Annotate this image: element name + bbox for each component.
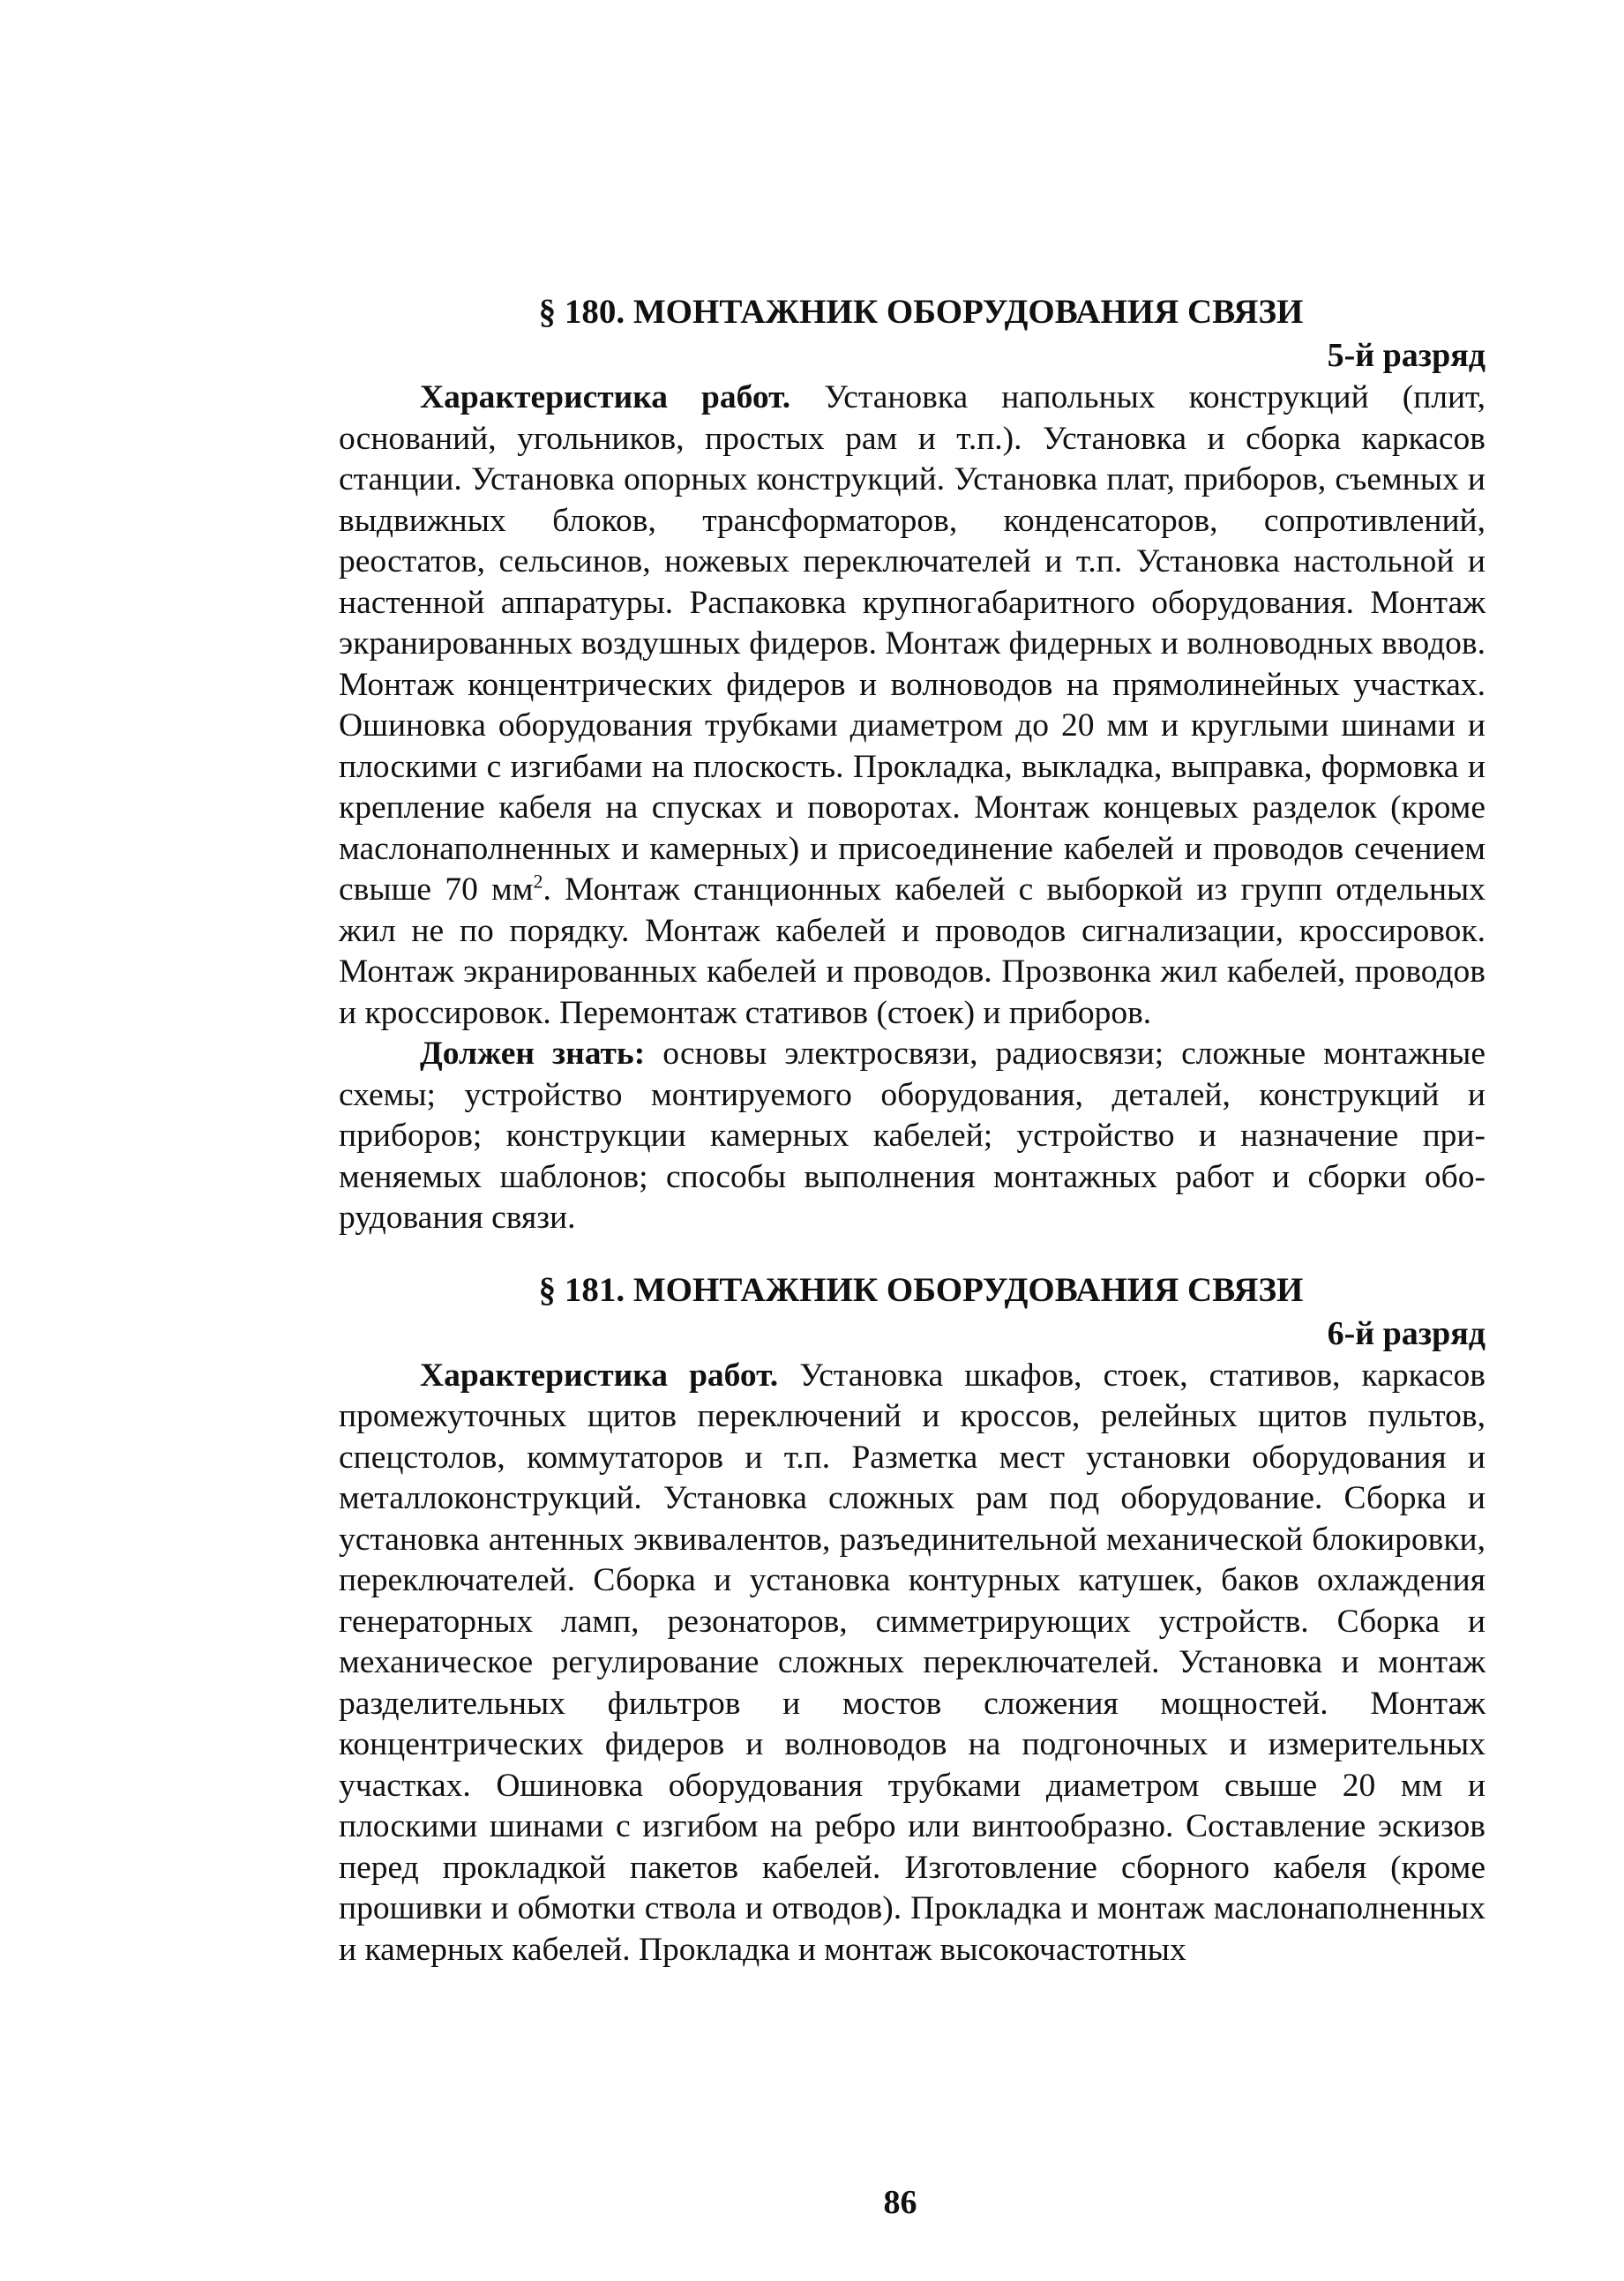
work-characteristics-lead: Характеристика работ. bbox=[420, 379, 791, 415]
superscript-squared: 2 bbox=[533, 870, 543, 893]
must-know-paragraph bbox=[339, 1034, 1486, 1239]
work-characteristics-text-part-1: Установка напольных конструкций (плит, оснований, угольников, простых рам и т.п.). Установка и сборка каркасов станции. Установка опорных конструкций. Установка плат, приборов, съемных и выдвижных блоков, трансформаторов, конденсаторов, сопротивлений, реостатов, сельсинов, ножевых переключателей и т.п. Установка настольной и настенной аппаратуры. Распаковка крупногабаритного оборудования. Монтаж экранированных воздушных фидеров. Монтаж фидерных и волноводных вводов. Монтаж концентрических фидеров и волноводов на прямолинейных участках. Ошиновка оборудования трубками диаметром до 20 мм и круглыми шинами и плоскими с изгибами на плоскость. Прокладка, выкладка, выправка, формовка и крепление кабеля на спусках и поворотах. Монтаж концевых разделок (кроме маслонаполненных и камерных) и присоединение кабелей и проводов сечением свыше 70 мм bbox=[339, 379, 1486, 908]
section-title: § 180. МОНТАЖНИК ОБОРУДОВАНИЯ СВЯЗИ bbox=[538, 293, 1304, 331]
must-know-text: основы электросвязи, радиосвязи; сложные монтажные схемы; устройство монтируемого оборудования, деталей, конструкций и приборов; конструкции камерных кабелей; устройство и назначение применяемых шаблонов; способы выполнения монтажных работ и сборки оборудования связи. bbox=[339, 1036, 1486, 1236]
grade-label: 6-й разряд bbox=[1327, 1314, 1486, 1352]
page-number: 86 bbox=[883, 2184, 917, 2221]
must-know-lead: Должен знать: bbox=[420, 1036, 646, 1072]
document-page bbox=[339, 291, 1486, 1971]
work-characteristics-paragraph bbox=[339, 378, 1486, 1034]
grade-label: 5-й разряд bbox=[1327, 337, 1486, 374]
section-title: § 181. МОНТАЖНИК ОБОРУДОВАНИЯ СВЯЗИ bbox=[538, 1270, 1304, 1309]
work-characteristics-lead: Характеристика работ. bbox=[420, 1357, 779, 1394]
work-characteristics-text: Установка шкафов, стоек, стативов, каркасов промежуточных щитов переключений и кроссов, релейных щитов пультов, спецстолов, коммутаторов и т.п. Разметка мест установки оборудования и металлоконструкций. Установка сложных рам под оборудование. Сборка и установка антенных эквивалентов, разъединительной механической блокировки, переключателей. Сборка и установка контурных катушек, баков охлаждения генераторных ламп, резонаторов, симметрирующих устройств. Сборка и механическое регулирование сложных переключателей. Установка и монтаж разделительных фильтров и мостов сложения мощностей. Монтаж концентрических фидеров и волноводов на подгоночных и измерительных участках. Ошиновка оборудования трубками диаметром свыше 20 мм и плоскими шинами с изгибом на ребро или винтообразно. Составление эскизов перед прокладкой пакетов кабелей. Изготовление сборного кабеля (кроме прошивки и обмотки ствола и отводов). Прокладка и монтаж маслонаполненных и камерных кабелей. Прокладка и монтаж высокочастотных bbox=[339, 1357, 1486, 1968]
work-characteristics-paragraph bbox=[339, 1356, 1486, 1971]
work-characteristics-text-part-2: . Монтаж станционных кабелей с выборкой из групп отдельных жил не по порядку. Монтаж кабелей и проводов сигнализации, кроссировок. Монтаж экранированных кабелей и проводов. Прозвонка жил кабелей, проводов и кроссировок. Перемонтаж стативов (стоек) и приборов. bbox=[339, 871, 1486, 1031]
